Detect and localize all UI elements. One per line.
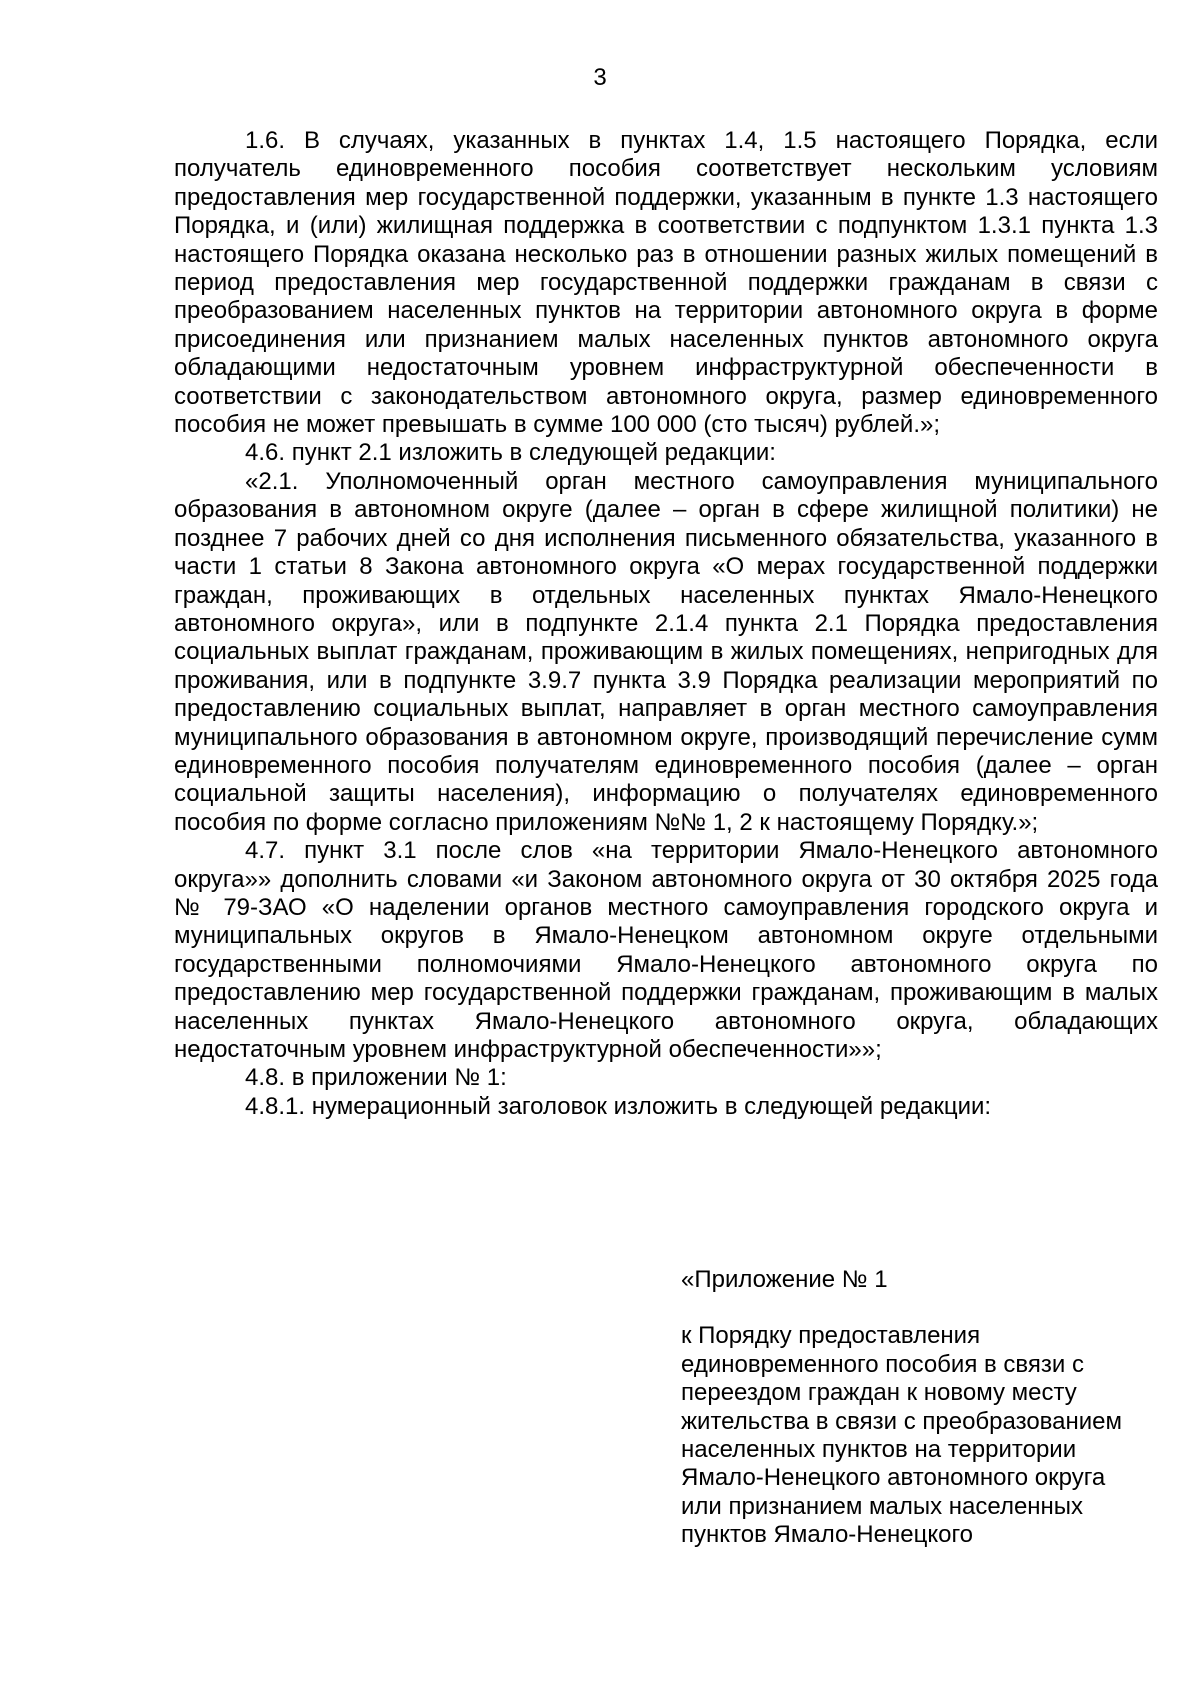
page-number: 3 xyxy=(593,64,607,91)
paragraph-4-8-1: 4.8.1. нумерационный заголовок изложить в следующей редакции: xyxy=(245,1092,992,1120)
appendix-title: «Приложение № 1 xyxy=(681,1266,888,1293)
appendix-heading-block xyxy=(681,1266,1151,1550)
document-body xyxy=(174,127,1158,1121)
appendix-subtitle: к Порядку предоставления единовременного пособия в связи с переездом граждан к новому месту жительства в связи с преобразованием населенных пунктов на территории Ямало-Ненецкого автономного округа или признанием малых населенных пунктов Ямало-Ненецкого xyxy=(681,1322,1122,1549)
paragraph-4-8: 4.8. в приложении № 1: xyxy=(245,1064,507,1092)
paragraph-2-1-quote: «2.1. Уполномоченный орган местного самоуправления муниципального образования в автономном округе (далее – орган в сфере жилищной политики) не позднее 7 рабочих дней со дня исполнения письменного обязательства, указанного в части 1 статьи 8 Закона автономного округа «О мерах государственной поддержки граждан, проживающих в отдельных населенных пунктах Ямало-Ненецкого автономного округа», или в подпункте 2.1.4 пункта 2.1 Порядка предоставления социальных выплат гражданам, проживающим в жилых помещениях, непригодных для проживания, или в подпункте 3.9.7 пункта 3.9 Порядка реализации мероприятий по предоставлению социальных выплат, направляет в орган местного самоуправления муниципального образования в автономном округе, производящий перечисление сумм единовременного пособия получателям единовременного пособия (далее – орган социальной защиты населения), информацию о получателях единовременного пособия по форме согласно приложениям №№ 1, 2 к настоящему Порядку.»; xyxy=(174,467,1158,836)
paragraph-4-6: 4.6. пункт 2.1 изложить в следующей редакции: xyxy=(245,439,776,467)
paragraph-4-7: 4.7. пункт 3.1 после слов «на территории Ямало-Ненецкого автономного округа»» дополнить словами «и Законом автономного округа от 30 октября 2025 года № 79-ЗАО «О наделении органов местного самоуправления городского округа и муниципальных округов в Ямало-Ненецком автономном округе отдельными государственными полномочиями Ямало-Ненецкого автономного округа по предоставлению мер государственной поддержки гражданам, проживающим в малых населенных пунктах Ямало-Ненецкого автономного округа, обладающих недостаточным уровнем инфраструктурной обеспеченности»»; xyxy=(174,837,1158,1063)
paragraph-1-6: 1.6. В случаях, указанных в пунктах 1.4, 1.5 настоящего Порядка, если получатель единовременного пособия соответствует нескольким условиям предоставления мер государственной поддержки, указанным в пункте 1.3 настоящего Порядка, и (или) жилищная поддержка в соответствии с подпунктом 1.3.1 пункта 1.3 настоящего Порядка оказана несколько раз в отношении разных жилых помещений в период предоставления мер государственной поддержки гражданам в связи с преобразованием населенных пунктов на территории автономного округа в форме присоединения или признанием малых населенных пунктов автономного округа обладающими недостаточным уровнем инфраструктурной обеспеченности в соответствии с законодательством автономного округа, размер единовременного пособия не может превышать в сумме 100 000 (сто тысяч) рублей.»; xyxy=(174,127,1158,439)
